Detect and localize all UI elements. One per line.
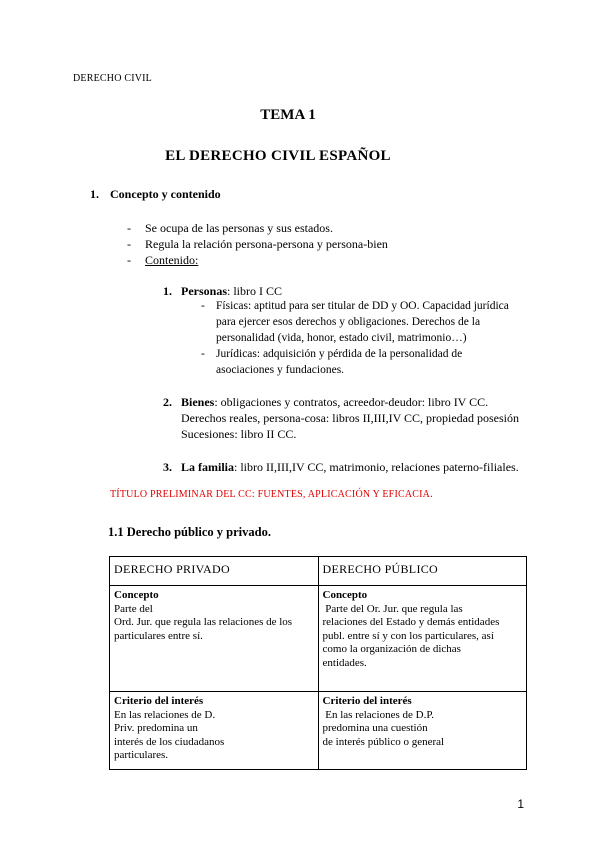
table-cell: Criterio del interés En las relaciones de D. Priv. predomina un interés de los ciudadanos particulares. xyxy=(110,692,319,770)
table-cell: Criterio del interés En las relaciones de D.P. predomina una cuestión de interés público o general xyxy=(318,692,527,770)
bullet-item: - Se ocupa de las personas y sus estados. xyxy=(127,221,333,235)
page-number: 1 xyxy=(517,797,524,811)
running-header: DERECHO CIVIL xyxy=(73,73,152,84)
section-heading-1 xyxy=(90,187,221,202)
bullet-item: - Regula la relación persona-persona y persona-bien xyxy=(127,237,388,251)
column-header-publico: DERECHO PÚBLICO xyxy=(318,557,527,586)
table-cell: Concepto Parte del Or. Jur. que regula las relaciones del Estado y demás entidades publ. entre sí y con los particulares, así como la organización de dichas entidades. xyxy=(318,586,527,692)
tema-heading: TEMA 1 xyxy=(260,107,316,123)
sub-bullet-juridicas: - Jurídicas: adquisición y pérdida de la personalidad de asociaciones y fundaciones. xyxy=(201,348,463,376)
bullet-item: - Contenido: xyxy=(127,253,199,267)
page-title: EL DERECHO CIVIL ESPAÑOL xyxy=(165,148,391,164)
column-header-privado: DERECHO PRIVADO xyxy=(110,557,319,586)
sub-bullet-fisicas: - Físicas: aptitud para ser titular de DD y OO. Capacidad jurídica para ejercer esos derechos y obligaciones. Derechos de la personalidad (vida, honor, estado civil, matrimonio…) xyxy=(201,300,509,344)
section-number: 1. xyxy=(90,187,99,201)
comparison-table xyxy=(109,556,527,770)
table-cell: Concepto Parte del Ord. Jur. que regula las relaciones de los particulares entre sí. xyxy=(110,586,319,692)
section-heading-1-1: 1.1 Derecho público y privado. xyxy=(108,525,271,539)
content-item-personas: 1. Personas: libro I CC xyxy=(163,284,283,298)
red-title: TÍTULO PRELIMINAR DEL CC: FUENTES, APLICACIÓN Y EFICACIA. xyxy=(110,489,433,500)
section-title: Concepto y contenido xyxy=(110,187,221,201)
content-item-bienes: 2. Bienes: obligaciones y contratos, acreedor-deudor: libro IV CC. Derechos reales, persona-cosa: libros II,III,IV CC, propiedad posesión Sucesiones: libro II CC. xyxy=(163,395,520,441)
content-item-familia: 3. La familia: libro II,III,IV CC, matrimonio, relaciones paterno-filiales. xyxy=(163,460,519,474)
